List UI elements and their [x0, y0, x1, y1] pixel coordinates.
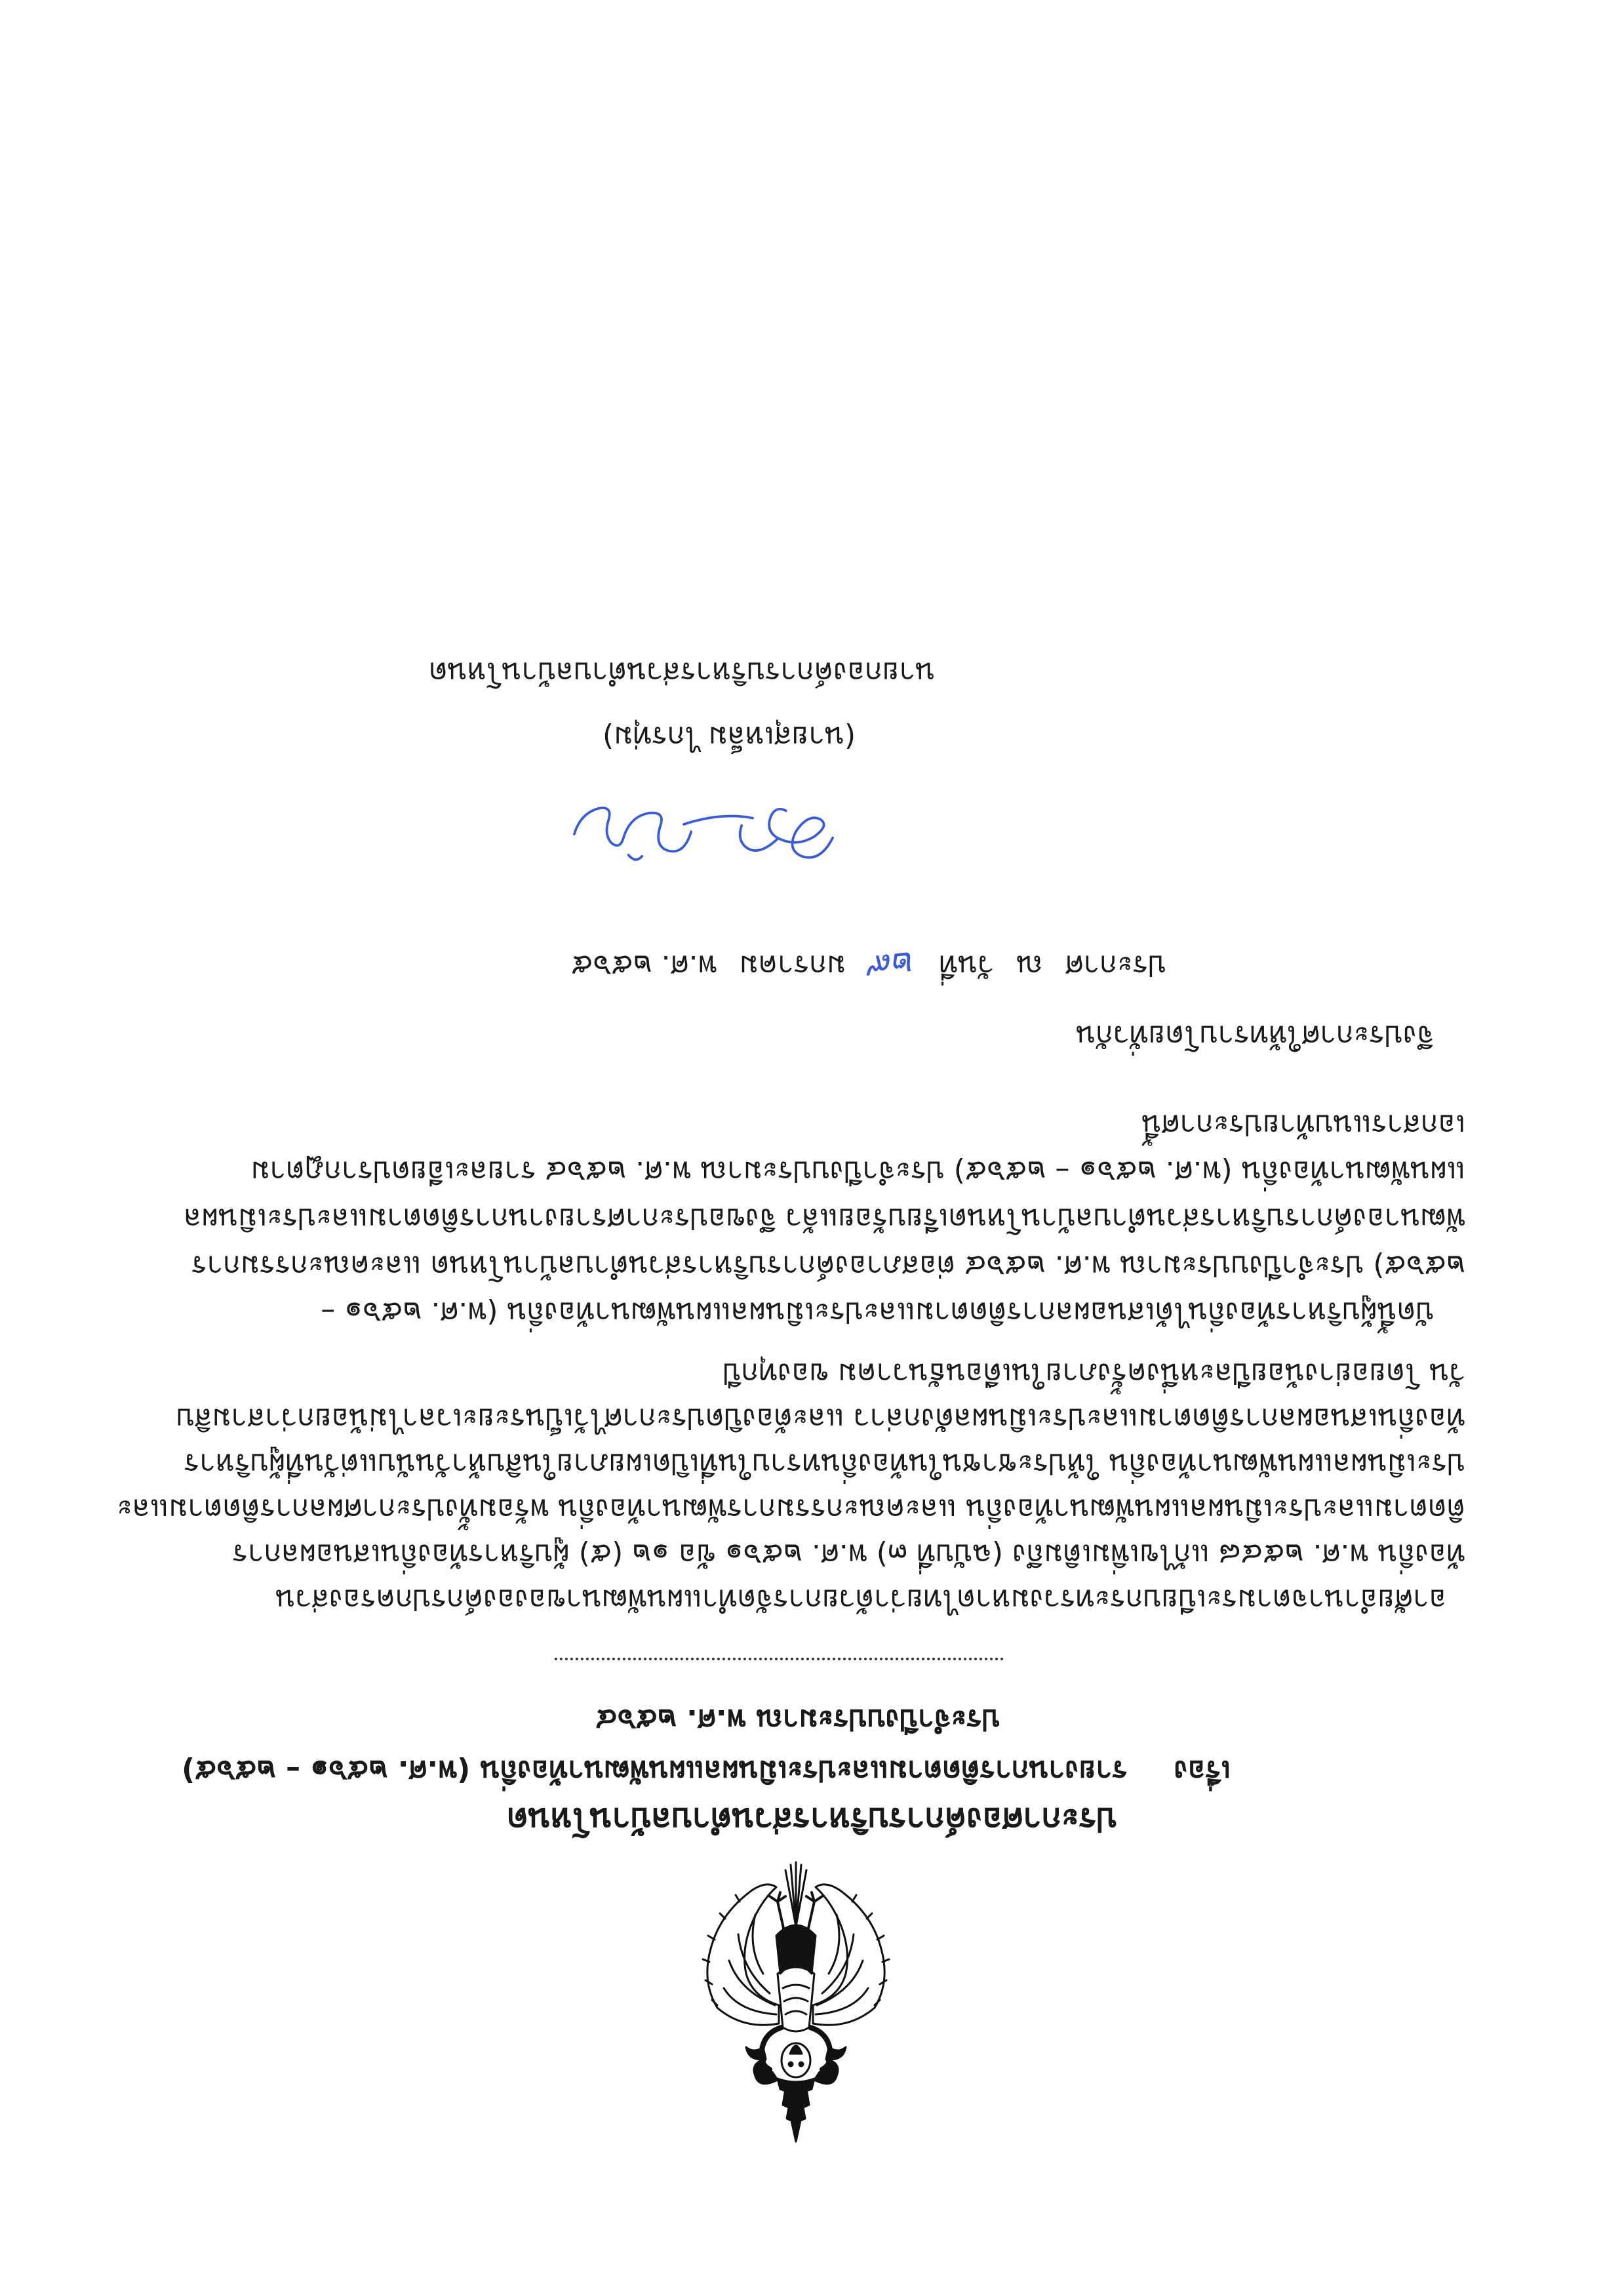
- announcement-title: ประกาศองค์การบริหารส่วนตำบลบ้านโหนด: [506, 1801, 1118, 1839]
- date-prefix: ประกาศ: [1065, 949, 1166, 982]
- date-day-label: วันที่: [938, 949, 994, 982]
- paragraph2-line: พัฒนาองค์การบริหารส่วนตำบลบ้านโหนดเรียบร้อยแล้ว จึงขอประกาศรายงานการติดตามและประเมินผล: [184, 1202, 1465, 1235]
- paragraph1-line: ท้องถิ่น พ.ศ. ๒๕๔๘ แก้ไขเพิ่มเติมถึง (ฉบับที่ ๓) พ.ศ. ๒๕๖๑ ข้อ ๑๒ (๕) ผู้บริหารท้องถิ่นเสนอผลการ: [232, 1538, 1465, 1571]
- signatory-position: นายกองค์การบริหารส่วนตำบลบ้านโหนด: [428, 656, 936, 689]
- paragraph1-line: อาศัยอำนาจตามระเบียบกระทรวงมหาดไทยว่าด้วยการจัดทำแผนพัฒนาขององค์กรปกครองส่วน: [275, 1583, 1446, 1616]
- paragraph1-line: ประเมินผลแผนพัฒนาท้องถิ่น ให้ประชาชนในท้องถิ่นทราบในที่เปิดเผยภายในสิบห้าวันนับแต่วันที่ผู้บริหาร: [184, 1447, 1465, 1481]
- subject-label: เรื่อง: [1174, 1754, 1231, 1787]
- fiscal-year: ประจำปีงบประมาณ พ.ศ. ๒๕๖๔: [595, 1703, 1000, 1736]
- date-year: พ.ศ. ๒๕๖๕: [571, 949, 717, 982]
- paragraph2-line: ๒๕๖๕) ประจำปีงบประมาณ พ.ศ. ๒๕๖๔ ต่อสภาองค์การบริหารส่วนตำบลบ้านโหนด และคณะกรรมการ: [191, 1249, 1465, 1283]
- paragraph1-line: ติดตามและประเมินผลแผนพัฒนาท้องถิ่น และคณะกรรมการพัฒนาท้องถิ่น พร้อมทั้งประกาศผลการติดตามและ: [117, 1492, 1465, 1526]
- paragraph2-line: เอกสารแนบท้ายประกาศนี้: [1141, 1108, 1465, 1142]
- paragraph1-line: ท้องถิ่นเสนอผลการติดตามและประเมินผลดังกล่าว และต้องปิดประกาศไว้เป็นระยะเวลาไม่น้อยกว่าสามสิบ: [176, 1402, 1465, 1435]
- announcement-date: [571, 942, 1166, 988]
- handwritten-day: ๒๙: [866, 943, 919, 988]
- paragraph1-line: วัน โดยอย่างน้อยปีละหนึ่งครั้งภายในเดือนธันวาคม ของทุกปี: [723, 1357, 1465, 1390]
- subject-line: [182, 1747, 1231, 1793]
- signatory-name: (นายสุเหล็ม ไกรทุ่ม): [602, 720, 856, 753]
- garuda-emblem-icon: [698, 1857, 894, 2145]
- header-separator: [554, 1658, 1003, 1660]
- date-month: มกราคม: [739, 949, 846, 982]
- date-at: ณ: [1016, 949, 1043, 982]
- paragraph2-line: แผนพัฒนาท้องถิ่น (พ.ศ. ๒๕๖๑ – ๒๕๖๕) ประจำปีงบประมาณ พ.ศ. ๒๕๖๔ รายละเอียดปรากฏตาม: [250, 1155, 1465, 1188]
- closing-line: จึงประกาศให้ทราบโดยทั่วกัน: [1076, 1019, 1434, 1052]
- handwritten-signature: [554, 795, 853, 875]
- paragraph2-line: บัดนี้ผู้บริหารท้องถิ่นได้เสนอผลการติดตามและประเมินผลแผนพัฒนาท้องถิ่น (พ.ศ. ๒๕๖๑ –: [321, 1296, 1434, 1329]
- subject-text: รายงานการติดตามและประเมินผลแผนพัฒนาท้องถิ่น (พ.ศ. ๒๕๖๑ – ๒๕๖๕): [181, 1754, 1128, 1787]
